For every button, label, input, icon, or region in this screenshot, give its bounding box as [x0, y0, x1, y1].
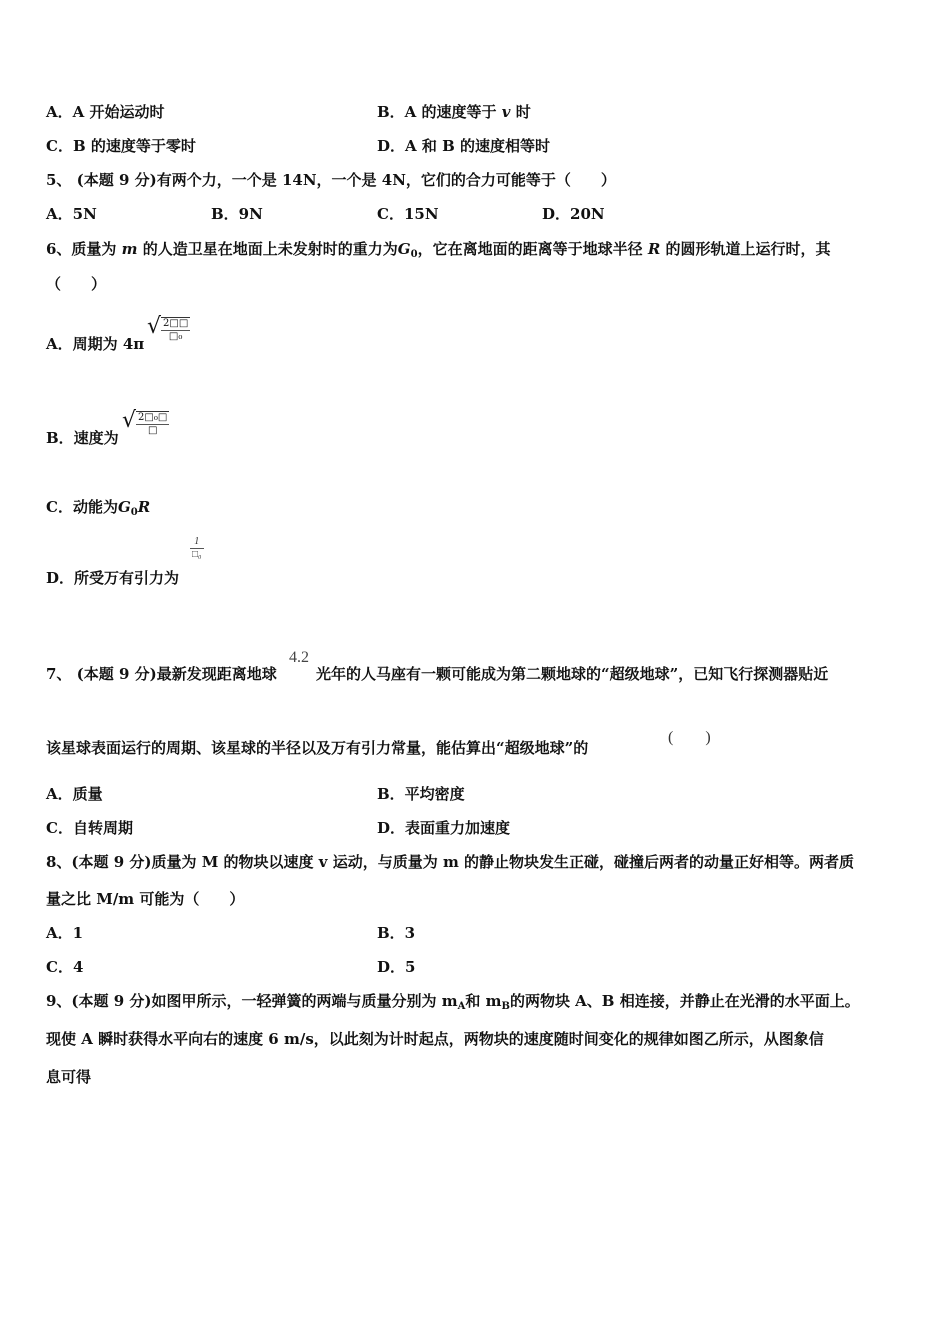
- q9-stem-part: 的两物块 A、B 相连接，并静止在光滑的水平面上。: [509, 992, 860, 1010]
- q6-option-d-formula: [190, 536, 204, 562]
- q7-option-d: D．表面重力加速度: [377, 819, 511, 837]
- q6-option-c-var-r: R: [137, 498, 151, 516]
- q9-stem-line3: 息可得: [46, 1068, 92, 1086]
- q9-stem-line2: 现使 A 瞬时获得水平向右的速度 6 m/s，以此刻为计时起点，两物块的速度随时间变化的规律如图乙所示，从图象信: [46, 1030, 824, 1048]
- q4-option-a: A．A 开始运动时: [46, 103, 165, 121]
- q7-option-c: C．自转周期: [46, 819, 133, 837]
- q6-var-m: m: [121, 240, 138, 258]
- q6-option-b-numerator: 2□₀□: [138, 412, 168, 423]
- q8-stem-line1: 8、(本题 9 分)质量为 M 的物块以速度 v 运动，与质量为 m 的静止物块发生正碰，碰撞后两者的动量正好相等。两者质: [46, 853, 855, 871]
- q6-option-a: A．周期为 4π: [46, 335, 145, 353]
- q6-option-b-formula: √ $\frac{\text{2□₀□}}{□}$: [122, 408, 168, 436]
- q4-option-b-suffix: 时: [515, 103, 531, 121]
- q7-stem-line2: 该星球表面运行的周期、该星球的半径以及万有引力常量，能估算出“超级地球”的: [46, 739, 589, 757]
- q5-option-d: D．20N: [542, 205, 605, 223]
- q5-option-c: C．15N: [377, 205, 439, 223]
- q6-option-a-denominator: □₀: [168, 331, 183, 342]
- q6-option-a-numerator: 2□□: [163, 318, 189, 329]
- q7-stem-line1-end: 光年的人马座有一颗可能成为第二颗地球的“超级地球”，已知飞行探测器贴近: [316, 665, 829, 683]
- q6-stem-part: 的圆形轨道上运行时，其: [665, 240, 831, 258]
- q4-option-c: C．B 的速度等于零时: [46, 137, 196, 155]
- q5-option-a: A．5N: [46, 205, 97, 223]
- q6-stem-part: 的人造卫星在地面上未发射时的重力为: [142, 240, 398, 258]
- q4-option-b-text: B．A 的速度等于: [377, 103, 497, 121]
- q6-var-r: R: [647, 240, 661, 258]
- q8-stem-line2: 量之比 M/m 可能为（ ）: [46, 890, 245, 908]
- q7-stem-line1-start: 7、 (本题 9 分)最新发现距离地球: [46, 665, 277, 683]
- q5-option-b: B．9N: [211, 205, 263, 223]
- q6-option-d-numerator: 1: [190, 536, 204, 549]
- q6-option-b: B．速度为: [46, 429, 119, 447]
- q9-stem-line1: [46, 991, 860, 1017]
- q6-option-d: D．所受万有引力为: [46, 569, 180, 587]
- q6-answer-paren: （ ）: [46, 275, 107, 293]
- q6-option-c-var-g: G: [117, 498, 131, 516]
- q5-stem: 5、 (本题 9 分)有两个力，一个是 14N，一个是 4N，它们的合力可能等于（ ）: [46, 171, 616, 189]
- q7-answer-paren: ( ): [668, 729, 711, 746]
- q6-stem-part: 6、质量为: [46, 240, 117, 258]
- q6-option-a-formula: √ $\frac{2□□}{\text{□₀}}$: [147, 314, 189, 342]
- q9-stem-part: 和 m: [465, 992, 502, 1010]
- q6-option-c-text: C．动能为: [46, 498, 118, 516]
- q8-option-a: A．1: [46, 924, 84, 942]
- q6-option-d-denominator: □₀: [192, 549, 202, 560]
- q6-option-c-sub: 0: [130, 507, 138, 518]
- q6-stem: [46, 239, 831, 265]
- q6-option-c: [46, 497, 150, 523]
- q7-option-a: A．质量: [46, 785, 103, 803]
- q9-stem-part: 9、(本题 9 分)如图甲所示，一轻弹簧的两端与质量分别为 m: [46, 992, 458, 1010]
- q8-option-b: B．3: [377, 924, 416, 942]
- q9-sub-a: A: [457, 1001, 466, 1012]
- q7-distance-value: 4.2: [289, 649, 309, 666]
- q4-option-b-var: v: [501, 103, 511, 121]
- q7-option-b: B．平均密度: [377, 785, 465, 803]
- q8-option-c: C．4: [46, 958, 84, 976]
- q6-stem-part: ，它在离地面的距离等于地球半径: [417, 240, 643, 258]
- q9-sub-b: B: [501, 1001, 510, 1012]
- q4-option-d: D．A 和 B 的速度相等时: [377, 137, 550, 155]
- q6-var-g-sub: 0: [410, 249, 418, 260]
- q8-option-d: D．5: [377, 958, 416, 976]
- q4-option-b: [377, 102, 531, 122]
- q6-var-g: G: [397, 240, 411, 258]
- q6-option-b-denominator: □: [147, 425, 158, 436]
